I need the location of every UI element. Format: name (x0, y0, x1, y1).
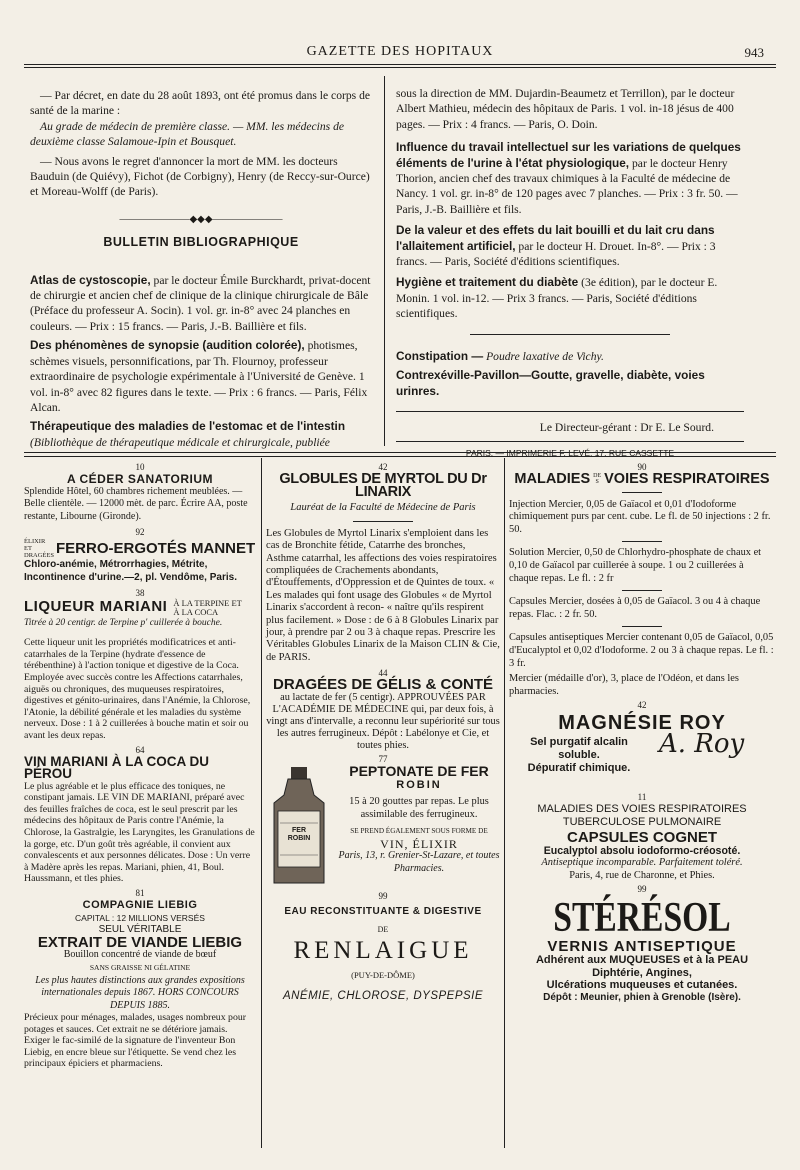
biblio-entry-3-text: (Bibliothèque de thérapeutique médicale et chirurgicale, publiée (30, 435, 330, 449)
ads-column-2 (266, 462, 500, 1002)
renlaigue-top: EAU RECONSTITUANTE & DIGESTIVE (284, 905, 482, 917)
roy-signature: A. Roy (659, 728, 745, 759)
liebig-bouillon: Bouillon concentré de viande de bœuf (63, 949, 217, 961)
sanatorium-title: A CÉDER SANATORIUM (66, 472, 214, 486)
liebig-sans-graisse: SANS GRAISSE NI GÉLATINE (89, 963, 191, 972)
journal-title: GAZETTE DES HOPITAUX (306, 44, 494, 59)
ad-number: 11 (637, 791, 647, 802)
short-rule (470, 334, 670, 335)
peptonate-ad (266, 762, 500, 887)
mariani-text: Cette liqueur unit les propriétés modificatrices et anti-catarrhales de la Terpine (hydrate d'essence de térébenthine) à l'action tonique et digestive de la Coca. Employée avec succès contre les Affections catarrhales, aiguës ou chroniques, des muqueuses respiratoires, digestives et génito-urinaires, dans l'Anémie, la Chlorose, l'Atonie, la débilité générale et les maladies du système nerveux. Dose : 1 à 2 cuillerées à bouche matin et soir ou avant les deux repas. (24, 637, 251, 741)
ferro-text: Chloro-anémie, Métrorrhagies, Métrite, Incontinence d'urine.—2, pl. Vendôme, Paris. (24, 559, 237, 583)
gerant-rule (396, 411, 744, 412)
bottle-label: FER ROBIN (287, 826, 311, 842)
peptonate-text-block (338, 762, 500, 887)
ads-rule-top-2 (24, 456, 776, 457)
steresol-line-2: Adhérent aux MUQUEUSES et à la PEAU (535, 954, 749, 967)
biblio-entry-1-text: par le docteur Émile Burckhardt, privat-docent de chirurgie et ancien chef de clinique de la clinique chirurgicale de Bâle (Préface du professeur A. Socin). 1 vol. gr. in-8° avec 24 planches en couleurs. — Prix : 15 francs. — Paris, J.-B. Baillière et fils. (30, 273, 371, 333)
renlaigue-de: DE (377, 925, 389, 935)
ad-number: 42 (637, 700, 647, 711)
vin-mariani-text: Le plus agréable et le plus efficace des toniques, ne constipant jamais. LE VIN DE MARIANI, préparé avec des feuilles fraîches de coca, est le seul prescrit par les médecins des hôpitaux de Paris contre l'Anémie, la Chlorose, la Gastralgie, les Laryngites, les Granulations de la gorge, etc. D'un goût très agréable, il convient aux convalescents et aux personnes délicates. Dose : Un verre à Madère après les repas. Mariani, phien, 41, Boul. Haussmann, et tles phies. (24, 780, 255, 885)
ads-column-3 (509, 462, 775, 1004)
vin-mariani-title: VIN MARIANI À LA COCA DU PÉROU (24, 753, 209, 782)
ad-number: 90 (637, 462, 647, 472)
bottle-icon (266, 765, 332, 887)
renlaigue-bottom: ANÉMIE, CHLOROSE, DYSPEPSIE (282, 989, 484, 1002)
roy-line-1: Sel purgatif alcalin (530, 735, 628, 748)
mercier-rule (622, 590, 662, 591)
cognet-line-1: MALADIES DES VOIES RESPIRATOIRES (537, 802, 747, 815)
page-number: 943 (744, 45, 764, 60)
biblio-entry-2-title: Des phénomènes de synopsie (audition colorée), (30, 338, 305, 353)
cognet-line-3: Eucalyptol absolu iodoformo-créosoté. (543, 844, 741, 857)
roy-text (509, 736, 649, 775)
steresol-line-4: Ulcérations muqueuses et cutanées. (546, 979, 738, 992)
biblio-entry-1 (30, 273, 372, 335)
mercier-rule (622, 626, 662, 627)
gelis-text: au lactate de fer (5 centigr). APPROUVÉES PAR L'ACADÉMIE DE MÉDECINE qui, par deux fois, à vingt ans d'intervalle, a reconnu leur supériorité sur tous les autres ferrugineux. Dépôt : Labélonye et Cie, et toutes phies. (266, 691, 500, 751)
biblio-entry-1-title: Atlas de cystoscopie, (30, 272, 151, 287)
mercier-capsules: Capsules Mercier, dosées à 0,05 de Gaïacol. 3 ou 4 à chaque repas. Flac. : 2 fr. 50. (509, 596, 761, 620)
ad-number: 64 (135, 744, 145, 755)
ad-number: 42 (378, 462, 388, 472)
liebig-capital: CAPITAL : 12 MILLIONS VERSÉS (75, 912, 205, 923)
liebig-distinctions: Les plus hautes distinctions aux grandes expositions internationales depuis 1867. HORS CONCOURS DEPUIS 1885. (35, 974, 245, 1011)
header-rule (24, 64, 776, 65)
biblio-entry-4-text: par le docteur Henry Thorion, ancien chef des travaux chimiques à la Faculté de médecine de Nancy. 1 vol. gr. in-8° de 120 pages avec 7 planches. — Prix : 3 fr. 50. — Paris, J.-B. Baillière et fils. (396, 156, 738, 216)
notice-contrexeville: Contrexéville-Pavillon—Goutte, gravelle, diabète, voies urinres. (396, 368, 705, 398)
ad-number: 81 (135, 888, 145, 899)
maladies-header (509, 473, 775, 486)
biblio-entry-5-title: De la valeur et des effets du lait bouilli et du lait cru dans l'allaitement artificiel, (396, 223, 715, 253)
myrtol-text: Les Globules de Myrtol Linarix s'emploient dans les cas de Bronchite fétide, Catarrhe des bronches, Asthme catarrhal, les affections des voies respiratoires compliquées de Crachements abondants, d'Étouffements, d'Oppression et de Quintes de toux. « Les malades qui font usage des Globules « de Myrtol Linarix s'accordent à recon- « naître qu'ils respirent plus facilement. » Dose : de 6 à 8 Globules Linarix par jour, à prendre par 2 ou 3 à chaque repas. Prescrire les Véritables Globules Linarix de la Maison CLIN & Cie, de PARIS. (266, 527, 500, 663)
ad-number: 38 (135, 587, 145, 598)
renlaigue-title: RENLAIGUE (293, 937, 473, 965)
biblio-entry-6-text: (3e édition), par le docteur E. Monin. 1 vol. in-12. — Prix 3 francs. — Paris, Société d'éditions scientifiques. (396, 276, 718, 321)
biblio-entry-6-title: Hygiène et traitement du diabète (396, 275, 579, 290)
imprint-rule (396, 441, 744, 442)
biblio-entry-3-title: Thérapeutique des maladies de l'estomac et de l'intestin (30, 419, 346, 434)
notice-constipation-text: Poudre laxative de Vichy. (486, 349, 604, 363)
peptonate-vin: VIN, ÉLIXIR (380, 836, 458, 851)
liebig-text: Précieux pour ménages, malades, usages nombreux pour potages et sauces. Cet extrait ne se détériore jamais. Exiger le fac-similé de la signature de l'inventeur Bon Liebig, en encre bleue sur l'étiquette. Se vend chez les principaux épiciers et pharmaciens. (24, 1012, 246, 1069)
ad-number: 10 (135, 462, 145, 472)
roy-block (509, 728, 775, 784)
mariani-side: À LA TERPINE ET À LA COCA (173, 597, 242, 617)
ferro-prefix: ÉLIXIR ET DRAGÉES (24, 538, 54, 560)
director-line: Le Directeur-gérant : Dr E. Le Sourd. (539, 420, 714, 434)
cognet-line-5: Paris, 4, rue de Charonne, et Phies. (569, 869, 715, 881)
myrtol-rule (353, 521, 413, 522)
mercier-rule (622, 541, 662, 542)
maladies-des: DES (593, 473, 602, 486)
liebig-seul: SEUL VÉRITABLE (98, 924, 182, 936)
column-divider (384, 76, 385, 446)
bulletin-heading: BULLETIN BIBLIOGRAPHIQUE (103, 235, 299, 250)
ad-number: 44 (378, 668, 388, 679)
mariani-title: LIQUEUR MARIANI (24, 598, 168, 616)
biblio-continued: sous la direction de MM. Dujardin-Beaumetz et Terrillon), par le docteur Albert Mathieu, médecin des hôpitaux de Paris. 1 vol. in-18 jésus de 400 pages. — Prix : 4 francs. — Paris, O. Doin. (396, 87, 735, 131)
ads-divider-1 (261, 458, 262, 1148)
biblio-entry-4 (396, 140, 744, 217)
left-column (30, 88, 372, 450)
cognet-title: CAPSULES COGNET (566, 829, 717, 847)
grade-paragraph: Au grade de médecin de première classe. — MM. les médecins de deuxième classe Salamoue-Ipin et Bousquet. (30, 119, 345, 149)
obituary-paragraph: — Nous avons le regret d'annoncer la mort de MM. les docteurs Bauduin (de Quiévy), Fichot (de Corbigny), Henry (de Reccy-sur-Ource) et Moreau-Wolff (de Paris). (30, 154, 370, 199)
myrtol-subtitle: Lauréat de la Faculté de Médecine de Paris (290, 502, 476, 514)
steresol-title: STÉRÉSOL (553, 895, 731, 942)
header-rule-2 (24, 67, 776, 68)
maladies-rule (622, 492, 662, 493)
ad-number: 99 (637, 884, 647, 895)
peptonate-name: ROBIN (396, 779, 442, 792)
myrtol-title: GLOBULES DE MYRTOL DU Dr LINARIX (279, 471, 487, 500)
biblio-entry-3 (30, 419, 372, 450)
biblio-entry-5-text: par le docteur H. Drouet. In-8°. — Prix : 3 francs. — Paris, Société d'éditions scientifiques. (396, 239, 716, 269)
ads-rule-top (24, 452, 776, 453)
notice-constipation-label: Constipation — (396, 348, 484, 363)
roy-line-3: Dépuratif chimique. (527, 761, 631, 774)
roy-title: MAGNÉSIE ROY (558, 712, 726, 735)
renlaigue-place: (PUY-DE-DÔME) (351, 970, 415, 981)
peptonate-forme: SE PREND ÉGALEMENT SOUS FORME DE (350, 827, 488, 836)
roy-line-2: soluble. (558, 748, 600, 761)
ferro-header (24, 538, 256, 559)
mariani-subtitle: Titrée à 20 centigr. de Terpine p' cuillerée à bouche. (24, 617, 223, 628)
maladies-title-a: MALADIES (514, 471, 591, 487)
mercier-address: Mercier (médaille d'or), 3, place de l'Odéon, et dans les pharmacies. (509, 673, 739, 697)
ad-number: 99 (378, 890, 388, 901)
sanatorium-text: Splendide Hôtel, 60 chambres richement meublées. — Belle clientèle. — 12000 mèt. de parc. Écrire AA, poste restante, Libourne (Gironde). (24, 485, 248, 522)
ad-number: 92 (135, 527, 145, 538)
imprint-line: PARIS. — IMPRIMERIE F. LEVÉ, 17, RUE CASSETTE (465, 448, 675, 459)
ornament-divider: ———————◆◆◆——————— (119, 213, 283, 225)
steresol-line-5: Dépôt : Meunier, phien à Grenoble (Isère). (543, 991, 741, 1003)
ads-column-1 (24, 462, 256, 1069)
mariani-header (24, 599, 256, 617)
liebig-title: EXTRAIT DE VIANDE LIEBIG (37, 933, 243, 951)
cognet-line-2: TUBERCULOSE PULMONAIRE (562, 815, 722, 828)
biblio-entry-4-title: Influence du travail intellectuel sur les variations de quelques éléments de l'urine à l'état physiologique, (396, 140, 741, 170)
peptonate-title: PEPTONATE DE FER (349, 762, 489, 779)
biblio-entry-6 (396, 275, 744, 321)
maladies-title-b: VOIES RESPIRATOIRES (604, 471, 770, 487)
steresol-line-1: VERNIS ANTISEPTIQUE (547, 938, 737, 956)
gelis-title: DRAGÉES DE GÉLIS & CONTÉ (272, 676, 494, 694)
peptonate-address: Paris, 13, r. Grenier-St-Lazare, et toutes Pharmacies. (338, 850, 500, 874)
biblio-entry-2-text: photismes, schèmes visuels, personnifications, par Th. Flournoy, professeur extraordinaire de psychologie expérimentale à l'Université de Genève. 1 vol. in-8° avec 82 figures dans le texte. — Prix : 6 francs. — Paris, Félix Alcan. (30, 339, 368, 414)
mercier-solution: Solution Mercier, 0,50 de Chlorhydro-phosphate de chaux et 0,10 de Gaïacol par cuillerée à soupe. 1 ou 2 cuillerées à chaque repas. Le fl. : 2 fr (509, 547, 762, 584)
right-column (396, 86, 744, 462)
biblio-entry-5 (396, 223, 744, 269)
mercier-antiseptiques: Capsules antiseptiques Mercier contenant 0,05 de Gaïacol, 0,05 d'Eucalyptol et 0,02 d'Iodoforme. 2 ou 3 à chaque repas. Le fl. : 3 fr. (509, 632, 774, 669)
biblio-entry-2 (30, 338, 372, 415)
steresol-line-3: Diphtérie, Angines, (592, 966, 692, 979)
mercier-injection: Injection Mercier, 0,05 de Gaïacol et 0,01 d'Iodoforme chimiquement purs par cent. cube. Le fl. de 50 injections : 2 fr. 50. (509, 498, 771, 535)
ads-divider-2 (504, 458, 505, 1148)
ferro-title: FERRO-ERGOTÉS MANNET (56, 539, 256, 557)
decree-paragraph: — Par décret, en date du 28 août 1893, ont été promus dans le corps de santé de la marine : (30, 89, 371, 118)
peptonate-text: 15 à 20 gouttes par repas. Le plus assimilable des ferrugineux. (349, 796, 489, 820)
liebig-company: COMPAGNIE LIEBIG (82, 899, 198, 912)
cognet-line-4: Antiseptique incomparable. Parfaitement toléré. (541, 857, 743, 869)
notice-constipation (396, 349, 744, 364)
ad-number: 77 (378, 753, 388, 764)
bottle-illustration (266, 765, 332, 887)
